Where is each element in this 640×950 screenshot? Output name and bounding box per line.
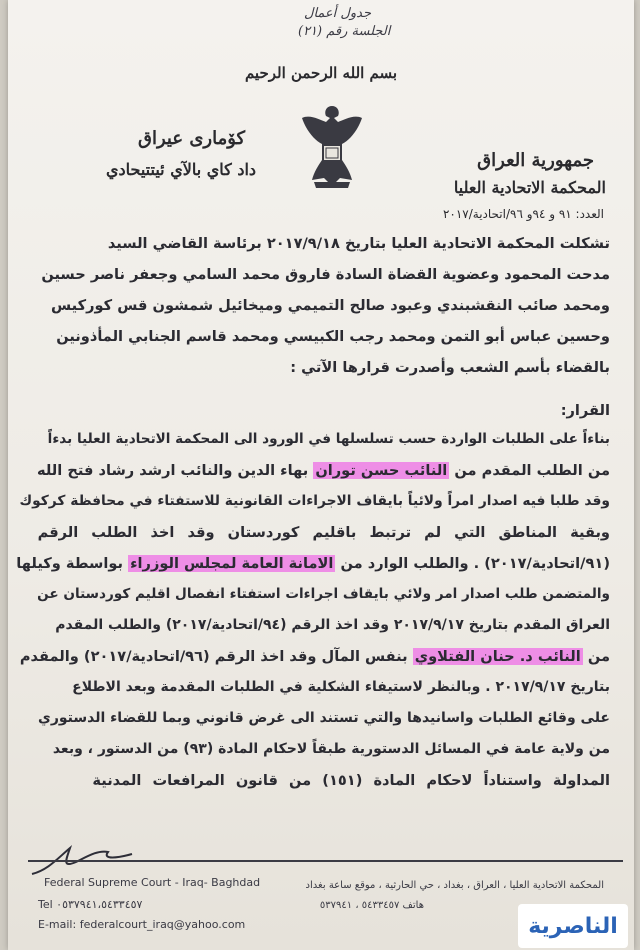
- body-line: [16, 455, 610, 486]
- document-page: [8, 0, 634, 950]
- bismillah: بسم الله الرحمن الرحيم: [244, 64, 398, 82]
- body-line: وحسين عباس أبو التمن ومحمد رجب الكبيسي ومحمد قاسم الجنابي المأذونين: [56, 328, 610, 345]
- text-segment: من: [587, 648, 610, 665]
- footer-email-en: E-mail: federalcourt_iraq@yahoo.com: [38, 918, 246, 931]
- decision-heading: القرار:: [560, 402, 610, 419]
- body-line: العراق المقدم بتاريخ ٢٠١٧/٩/١٧ وقد اخذ الرقم (٩٤/اتحادية/٢٠١٧) والطلب المقدم: [55, 617, 610, 633]
- highlight-name: النائب د. حنان الفتلاوي: [414, 648, 581, 665]
- body-line: من ولاية عامة في المسائل الدستورية طبقاً لاحكام المادة (٩٣) من الدستور ، وبعد: [52, 741, 610, 757]
- footer-phone-ar: هاتف ٥٤٣٣٤٥٧ ، ٥٣٧٩٤١: [319, 900, 424, 911]
- handwritten-agenda: جدول أعمال: [304, 6, 372, 21]
- footer-court-name-en: Federal Supreme Court - Iraq- Baghdad: [44, 876, 261, 889]
- footer-divider: [28, 860, 623, 862]
- body-line: وقد طلبا فيه اصدار امراً ولائياً بايقاف الاجراءات القانونية للاستفتاء في محافظة كركوك: [19, 493, 610, 509]
- body-line: مدحت المحمود وعضوية القضاة السادة فاروق محمد السامي وجعفر ناصر حسين: [41, 266, 610, 283]
- handwritten-session: الجلسة رقم (٢١): [298, 24, 391, 39]
- highlight-name: النائب حسن توران: [315, 462, 448, 479]
- highlight-name: الامانة العامة لمجلس الوزراء: [130, 555, 334, 572]
- body-line: على وقائع الطلبات واسانيدها والتي تستند الى غرض قانوني وبما للقضاء الدستوري: [37, 710, 610, 726]
- body-line: المداولة واستناداً لاحكام المادة (١٥١) من قانون المرافعات المدنية: [92, 772, 610, 789]
- header-country-arabic: جمهورية العراق: [477, 150, 594, 171]
- text-segment: بواسطة وكيلها: [16, 555, 123, 572]
- text-segment: بهاء الدين والنائب ارشد رشاد فتح الله: [37, 462, 309, 479]
- body-line: وبقية المناطق التي لم ترتبط باقليم كوردستان وقد اخذ الطلب الرقم: [37, 524, 610, 541]
- body-line: والمتضمن طلب اصدار امر ولائي بايقاف اجراءات استفتاء انفصال اقليم كوردستان عن: [37, 586, 610, 602]
- header-court-arabic: المحكمة الاتحادية العليا: [453, 178, 606, 197]
- text-segment: (٩١/اتحادية/٢٠١٧) . والطلب الوارد من: [340, 555, 610, 572]
- body-line: [16, 641, 610, 672]
- intro-paragraph: [16, 228, 610, 383]
- body-line: بالقضاء بأسم الشعب وأصدرت قرارها الآتي :: [290, 359, 610, 376]
- decision-section: [16, 398, 610, 796]
- header-country-kurdish: كۆماری عیراق: [138, 128, 246, 149]
- logo-text: الناصرية: [528, 913, 618, 939]
- body-line: بتاريخ ٢٠١٧/٩/١٧ . وبالنظر لاستيفاء الشكلية في الطلبات المقدمة وبعد الاطلاع: [72, 679, 610, 695]
- text-segment: من الطلب المقدم من: [454, 462, 610, 479]
- footer-tel-en: Tel ٠٥٣٧٩٤١،٥٤٣٣٤٥٧: [38, 898, 143, 911]
- iraq-eagle-emblem-icon: [296, 100, 368, 192]
- text-segment: بنفس المآل وقد اخذ الرقم (٩٦/اتحادية/٢٠١٧) والمقدم: [19, 648, 408, 665]
- site-watermark-logo: [518, 904, 628, 948]
- reference-number: العدد: ٩١ و ٩٤و ٩٦/اتحادية/٢٠١٧: [442, 207, 604, 221]
- body-line: بناءاً على الطلبات الواردة حسب تسلسلها في الورود الى المحكمة الاتحادية العليا بدءاً: [47, 431, 610, 447]
- body-line: ومحمد صائب النقشبندي وعبود صالح التميمي وميخائيل شمشون قس كوركيس: [51, 297, 610, 314]
- header-court-kurdish: داد كاي بالآي ئيتتيحادي: [106, 160, 257, 179]
- body-line: [16, 548, 610, 579]
- body-line: تشكلت المحكمة الاتحادية العليا بتاريخ ٢٠١٧/٩/١٨ برئاسة القاضي السيد: [107, 235, 610, 252]
- footer-address-ar: المحكمة الاتحادية العليا ، العراق ، بغداد ، حي الحارثية ، موقع ساعة بغداد: [305, 880, 604, 891]
